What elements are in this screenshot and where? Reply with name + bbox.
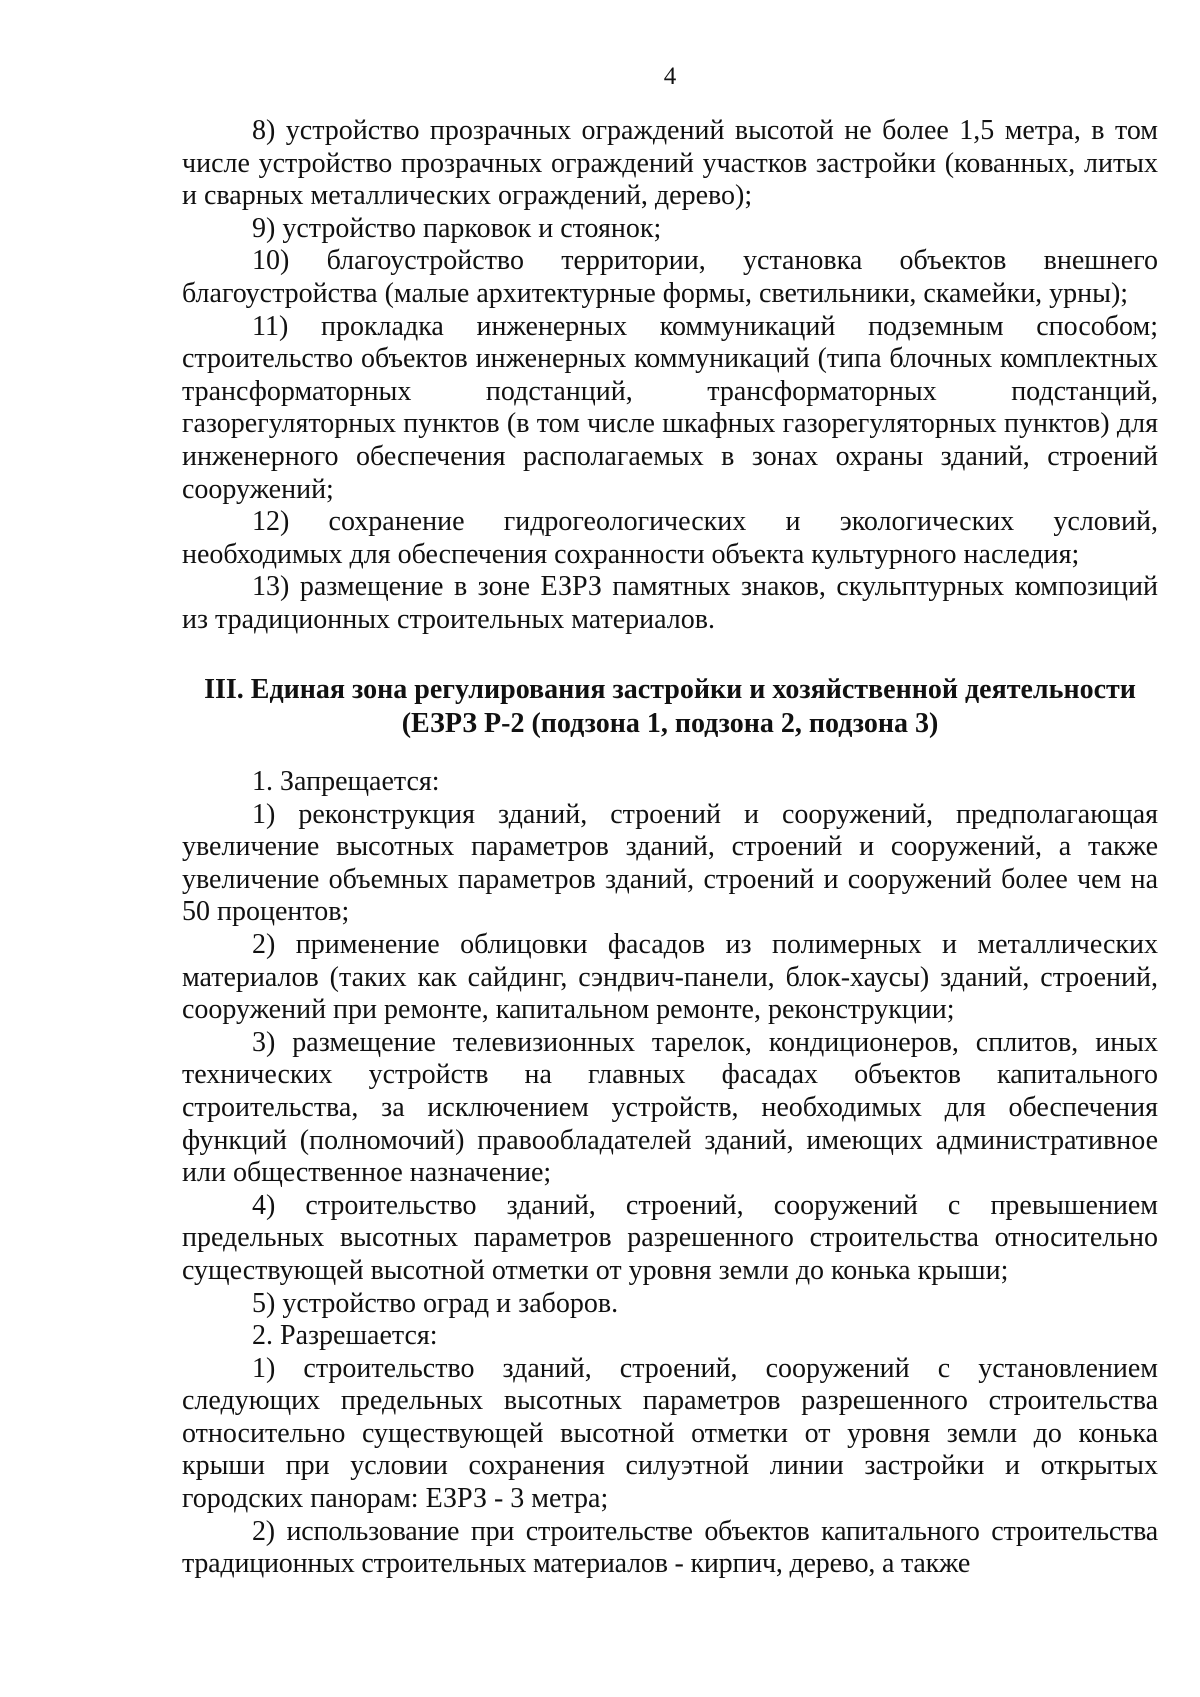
section-heading — [182, 673, 1158, 741]
list-item: 1) строительство зданий, строений, сооружений с установлением следующих предельных высотных параметров разрешенного строительства относительно существующей высотной отметки от уровня земли до конька крыши при условии сохранения силуэтной линии застройки и открытых городских панорам: ЕЗРЗ - 3 метра; — [182, 1352, 1158, 1515]
prohibited-heading: 1. Запрещается: — [252, 766, 440, 797]
section-title-line-2: (ЕЗРЗ Р-2 (подзона 1, подзона 2, подзона 3) — [401, 708, 939, 739]
list-item: 2) использование при строительстве объектов капитального строительства традиционных строительных материалов - кирпич, дерево, а также — [182, 1515, 1158, 1580]
list-item: 10) благоустройство территории, установка объектов внешнего благоустройства (малые архитектурные формы, светильники, скамейки, урны); — [182, 245, 1158, 309]
permitted-works-list-continued — [182, 115, 1158, 637]
list-item: 2) применение облицовки фасадов из полимерных и металлических материалов (таких как сайдинг, сэндвич-панели, блок-хаусы) зданий, строений, сооружений при ремонте, капитальном ремонте, реконструкции; — [182, 928, 1158, 1026]
list-item: 1) реконструкция зданий, строений и сооружений, предполагающая увеличение высотных параметров зданий, строений и сооружений, а также увеличение объемных параметров зданий, строений и сооружений более чем на 50 процентов; — [182, 798, 1158, 928]
list-item: 11) прокладка инженерных коммуникаций подземным способом; строительство объектов инженерных коммуникаций (типа блочных комплектных трансформаторных подстанций, трансформаторных подстанций, газорегуляторных пунктов (в том числе шкафных газорегуляторных пунктов) для инженерного обеспечения располагаемых в зонах охраны зданий, строений сооружений; — [182, 310, 1158, 505]
list-item: 5) устройство оград и заборов. — [252, 1287, 619, 1319]
list-item: 13) размещение в зоне ЕЗРЗ памятных знаков, скульптурных композиций из традиционных строительных материалов. — [182, 571, 1158, 635]
list-item: 4) строительство зданий, строений, сооружений с превышением предельных высотных параметров разрешенного строительства относительно существующей высотной отметки от уровня земли до конька крыши; — [182, 1189, 1158, 1286]
list-item: 8) устройство прозрачных ограждений высотой не более 1,5 метра, в том числе устройство прозрачных ограждений участков застройки (кованных, литых и сварных металлических ограждений, дерево); — [182, 115, 1158, 212]
page-number: 4 — [663, 63, 677, 90]
allowed-heading: 2. Разрешается: — [252, 1320, 438, 1352]
list-item: 3) размещение телевизионных тарелок, кондиционеров, сплитов, иных технических устройств на главных фасадах объектов капитального строительства, за исключением устройств, необходимых для обеспечения функций (полномочий) правообладателей зданий, имеющих административное или общественное назначение; — [182, 1026, 1158, 1189]
list-item: 12) сохранение гидрогеологических и экологических условий, необходимых для обеспечения сохранности объекта культурного наследия; — [182, 506, 1158, 570]
section-title-line-1: III. Единая зона регулирования застройки и хозяйственной деятельности — [204, 674, 1136, 705]
list-item: 9) устройство парковок и стоянок; — [252, 212, 662, 244]
section-body — [182, 766, 1158, 1581]
